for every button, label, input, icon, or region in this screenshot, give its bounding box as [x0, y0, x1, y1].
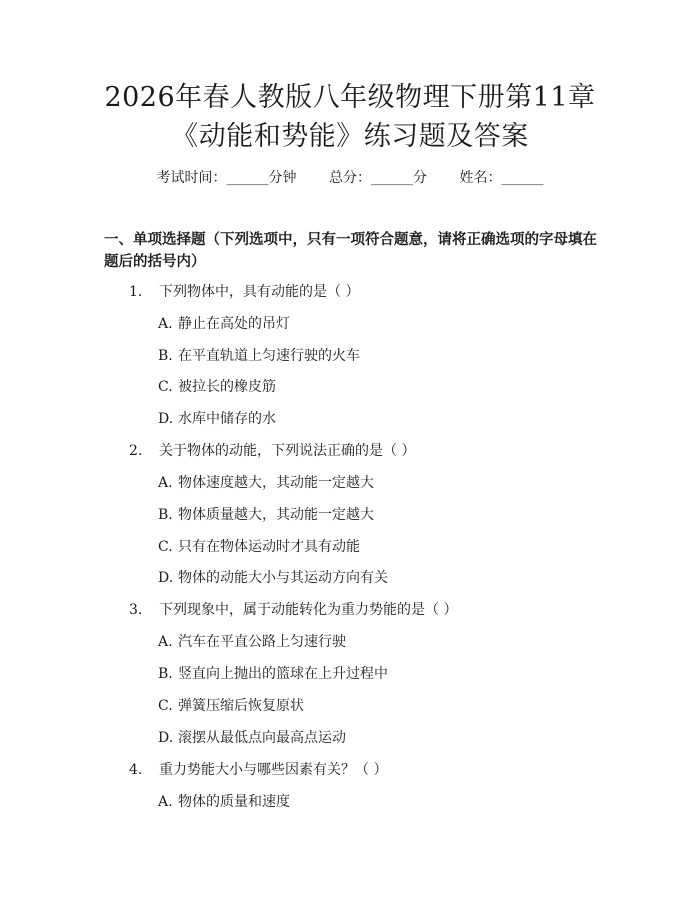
- question-1-option-d: [158, 409, 276, 429]
- question-1-option-b: [158, 346, 360, 366]
- option-letter: B.: [158, 348, 173, 364]
- question-3-option-c: [158, 696, 304, 716]
- option-text: 水库中储存的水: [178, 411, 276, 427]
- option-letter: D.: [158, 570, 174, 586]
- option-text: 滚摆从最低点向最高点运动: [178, 730, 346, 746]
- question-4: [129, 760, 387, 780]
- option-letter: D.: [158, 730, 174, 746]
- question-number: 2.: [129, 443, 143, 459]
- option-text: 弹簧压缩后恢复原状: [178, 698, 304, 714]
- question-2: [129, 441, 415, 461]
- exam-info: [0, 168, 700, 188]
- question-1-option-a: [158, 314, 290, 334]
- section-heading: 一、单项选择题（下列选项中，只有一项符合题意，请将正确选项的字母填在题后的括号内）: [104, 232, 597, 270]
- question-3-option-a: [158, 632, 346, 652]
- page-title-line-1: 2026年春人教版八年级物理下册第11章: [104, 82, 596, 113]
- question-text: 下列现象中，属于动能转化为重力势能的是（ ）: [159, 602, 458, 618]
- option-text: 在平直轨道上匀速行驶的火车: [178, 348, 360, 364]
- option-text: 被拉长的橡皮筋: [178, 379, 276, 395]
- question-number: 4.: [129, 762, 143, 778]
- option-text: 只有在物体运动时才具有动能: [178, 539, 360, 555]
- question-text: 重力势能大小与哪些因素有关？（ ）: [159, 762, 388, 778]
- option-letter: A.: [158, 475, 173, 491]
- option-text: 物体的质量和速度: [178, 794, 290, 810]
- question-3-option-d: [158, 728, 346, 748]
- question-2-option-b: [158, 505, 374, 525]
- option-letter: A.: [158, 794, 173, 810]
- option-letter: D.: [158, 411, 174, 427]
- question-3: [129, 600, 457, 620]
- question-1: [129, 282, 359, 302]
- option-letter: B.: [158, 666, 173, 682]
- option-text: 物体的动能大小与其运动方向有关: [178, 570, 388, 586]
- option-text: 汽车在平直公路上匀速行驶: [178, 634, 346, 650]
- question-number: 3.: [129, 602, 143, 618]
- option-text: 静止在高处的吊灯: [178, 316, 290, 332]
- name-field: 姓名：______: [459, 170, 544, 186]
- option-letter: B.: [158, 507, 173, 523]
- question-2-option-d: [158, 568, 388, 588]
- exam-time-field: 考试时间：______分钟: [156, 170, 297, 186]
- question-1-option-c: [158, 377, 276, 397]
- option-letter: A.: [158, 634, 173, 650]
- option-text: 物体速度越大，其动能一定越大: [178, 475, 374, 491]
- option-text: 物体质量越大，其动能一定越大: [178, 507, 374, 523]
- page-title-line-2: 《动能和势能》练习题及答案: [171, 121, 529, 152]
- question-4-option-a: [158, 792, 290, 812]
- question-3-option-b: [158, 664, 388, 684]
- total-score-field: 总分：______分: [329, 170, 427, 186]
- option-letter: A.: [158, 316, 173, 332]
- question-2-option-c: [158, 537, 360, 557]
- question-text: 关于物体的动能，下列说法正确的是（ ）: [159, 443, 416, 459]
- option-letter: C.: [158, 698, 173, 714]
- option-letter: C.: [158, 539, 173, 555]
- question-text: 下列物体中，具有动能的是（ ）: [159, 284, 360, 300]
- question-number: 1.: [129, 284, 143, 300]
- option-text: 竖直向上抛出的篮球在上升过程中: [178, 666, 388, 682]
- question-2-option-a: [158, 473, 374, 493]
- option-letter: C.: [158, 379, 173, 395]
